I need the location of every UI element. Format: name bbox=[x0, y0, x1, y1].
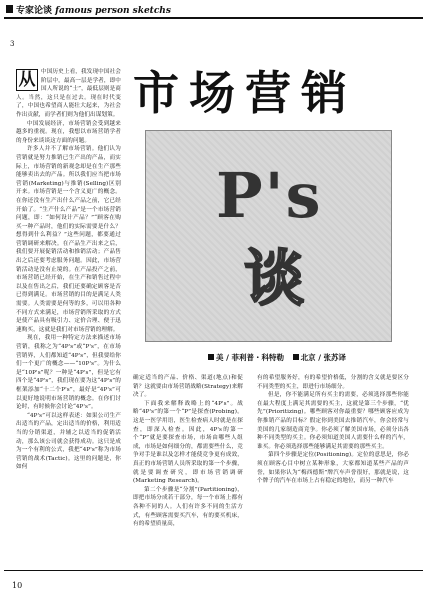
paragraph: 确定适当的产品、价格、渠道(地点)和促销？这就要由市场营销战略(Strategy)来解决了。 bbox=[133, 375, 243, 399]
paragraph: 但是，你不能满足所有买主的需要，必须选择那些你能在最大程度上满足其需要的买主，这就是第三个步骤，“优先”(Prioritizing)。哪些顾客对你最重要？哪些顾客应成为你推销产品的目标？假定你到美国去推销汽车，你会经常与美国的几家制造商竞争。你必须了解美国市场，必须分出各种不同类型的买主。你必须知道美国人需要什么样的汽车，谁买。你必须选择那些能够满足其需要的那些买主。 bbox=[257, 392, 409, 450]
article-title-area bbox=[133, 68, 413, 118]
graphic-text-ps: P's bbox=[216, 159, 323, 232]
paragraph: 第二个步骤是“分割”(Partitioning)，即把市场分成若干部分，每一个市场上都有各种不同的人。人们有许多不同的生活方式，有些顾客需要买汽车，有的要买机床，有的希望质量高， bbox=[133, 486, 243, 528]
paragraph: 下面我来解释战略上的“4P's”。战略“4P's”的第一个“P”是探查(Probing)。这是一医学用语，医生检查病人时就是在探查，即深入检查。因此，4P's的第一个“P”就是要探查市场，市场由哪些人组成，市场是如何细分的，都需要些什么，竞争对手是谁以及怎样才能使竞争更有成效，真正的市场营销人员所采取的第一个步骤，就是要调查研究，即市场营销调研(Marketing Research)。 bbox=[133, 400, 243, 485]
paragraph: 许多人并不了解市场营销。他们认为营销就是努力推销已生产出的产品，而实际上，市场营销的新观念却是在生产那些能够卖出去的产品。所以我们应当把市场营销(Marketing)与推销(Selling)区别开来。市场营销是一个含义更广的概念。在你还没有生产出什么产品之前，它已经开始了。“生产什么产品”是一个市场营销问题，即：“如何设计产品？”“顾客在购买一种产品时，他们的实际需要是什么？想得到什么利益？”这些问题，都要通过营销调研来解决。在产品生产出来之后，我们要开展促销活动和推销活动；产品售出之后还要考虑服务问题。因此，市场营销活动是没有止境的。在产品投产之前，市场营销已经开始，在生产和销售过程中以及在售出之后，我们还要确定顾客是否已得到满足。市场营销的目的是满足人类需要。人类需要是何等的多，可以用各种不同方式来满足，市场营销所采取的方式是使产品具有吸引力、定价合理、便于迅速购买，这就是我们对市场营销的理解。 bbox=[16, 146, 121, 333]
graphic-text-tan: 谈 bbox=[244, 244, 304, 314]
paragraph: 从 中国历史上看，我发现中国社会阶层中，最高一层是学者，即中国人所说的“士”，最低层则是商人。当然，这只是在过去。现在时代变了，中国也希望商人能壮大起来，为社会作出贡献，而学者们则为他们出谋划策。 bbox=[16, 69, 121, 118]
section-header bbox=[4, 2, 423, 16]
page-number: 10 bbox=[12, 581, 23, 590]
article-column-2 bbox=[133, 374, 243, 529]
article-title: 市场营销 bbox=[133, 66, 357, 120]
drop-cap: 从 bbox=[16, 69, 38, 91]
graphic-lettering bbox=[196, 149, 346, 319]
paragraph: 现在，我用一种特定方法来描述市场营销，我称之为“4P's”或“P's”，在市场营销界，人们都知道“4P's”，但我要给你们一个更广的概念——“10P's”。为什么是“10P's”呢？一种是“4P's”，但是它有四个是“4P's”，我们现在要为这“4P's”的框架添加“十二个P's”，最好是“4P's”可以更好地说明市场营销的概念。在你们讨论时，有时候你会讨论“4P's”。 bbox=[16, 335, 121, 411]
section-marker-block bbox=[6, 5, 13, 13]
byline-translator: 北京 / 张苏译 bbox=[300, 353, 347, 362]
paragraph: “4P's”可以这样表述：如果公司生产出适当的产品，定出适当的价格，利用适当的分销渠道，并辅之以适当的促销活动，那么该公司就会获得成功。这只是成为一个有利的公式，我把“4P's”称为市场营销的战术(Tactic)。这里的问题是，你如何 bbox=[16, 412, 121, 471]
byline-author: 美 / 菲利普・科特勒 bbox=[216, 353, 284, 362]
title-graphic bbox=[145, 130, 392, 342]
byline bbox=[208, 352, 346, 363]
footer-rule bbox=[4, 570, 423, 571]
page-marker: 3 bbox=[10, 40, 15, 48]
article-column-1 bbox=[16, 68, 121, 472]
byline-square-icon bbox=[208, 354, 214, 360]
paragraph: 有的希望服务好，有的希望价格低，分割的含义就是要区分不同类型的买主，即进行市场细分。 bbox=[257, 375, 409, 390]
article-column-3 bbox=[257, 374, 409, 486]
section-title: 专家论谈 famous person sketchs bbox=[16, 6, 171, 16]
paragraph: 中国发展经济，市场营销会受到越来越多的重视。现在，我想以市场营销学者的身份来谈谈这方面的问题。 bbox=[16, 120, 121, 144]
byline-square-icon bbox=[293, 354, 299, 360]
paragraph: 第四个步骤是定位(Positioning)。定位的意思是，你必须在顾客心目中树立某种形象，大家都知道某些产品的声誉，如果你认为“梅西德斯”牌汽车声誉很好，那就是说，这个牌子的汽车在市场上占有稳定的地位，而另一种汽车 bbox=[257, 452, 409, 485]
header-rule bbox=[4, 17, 423, 19]
